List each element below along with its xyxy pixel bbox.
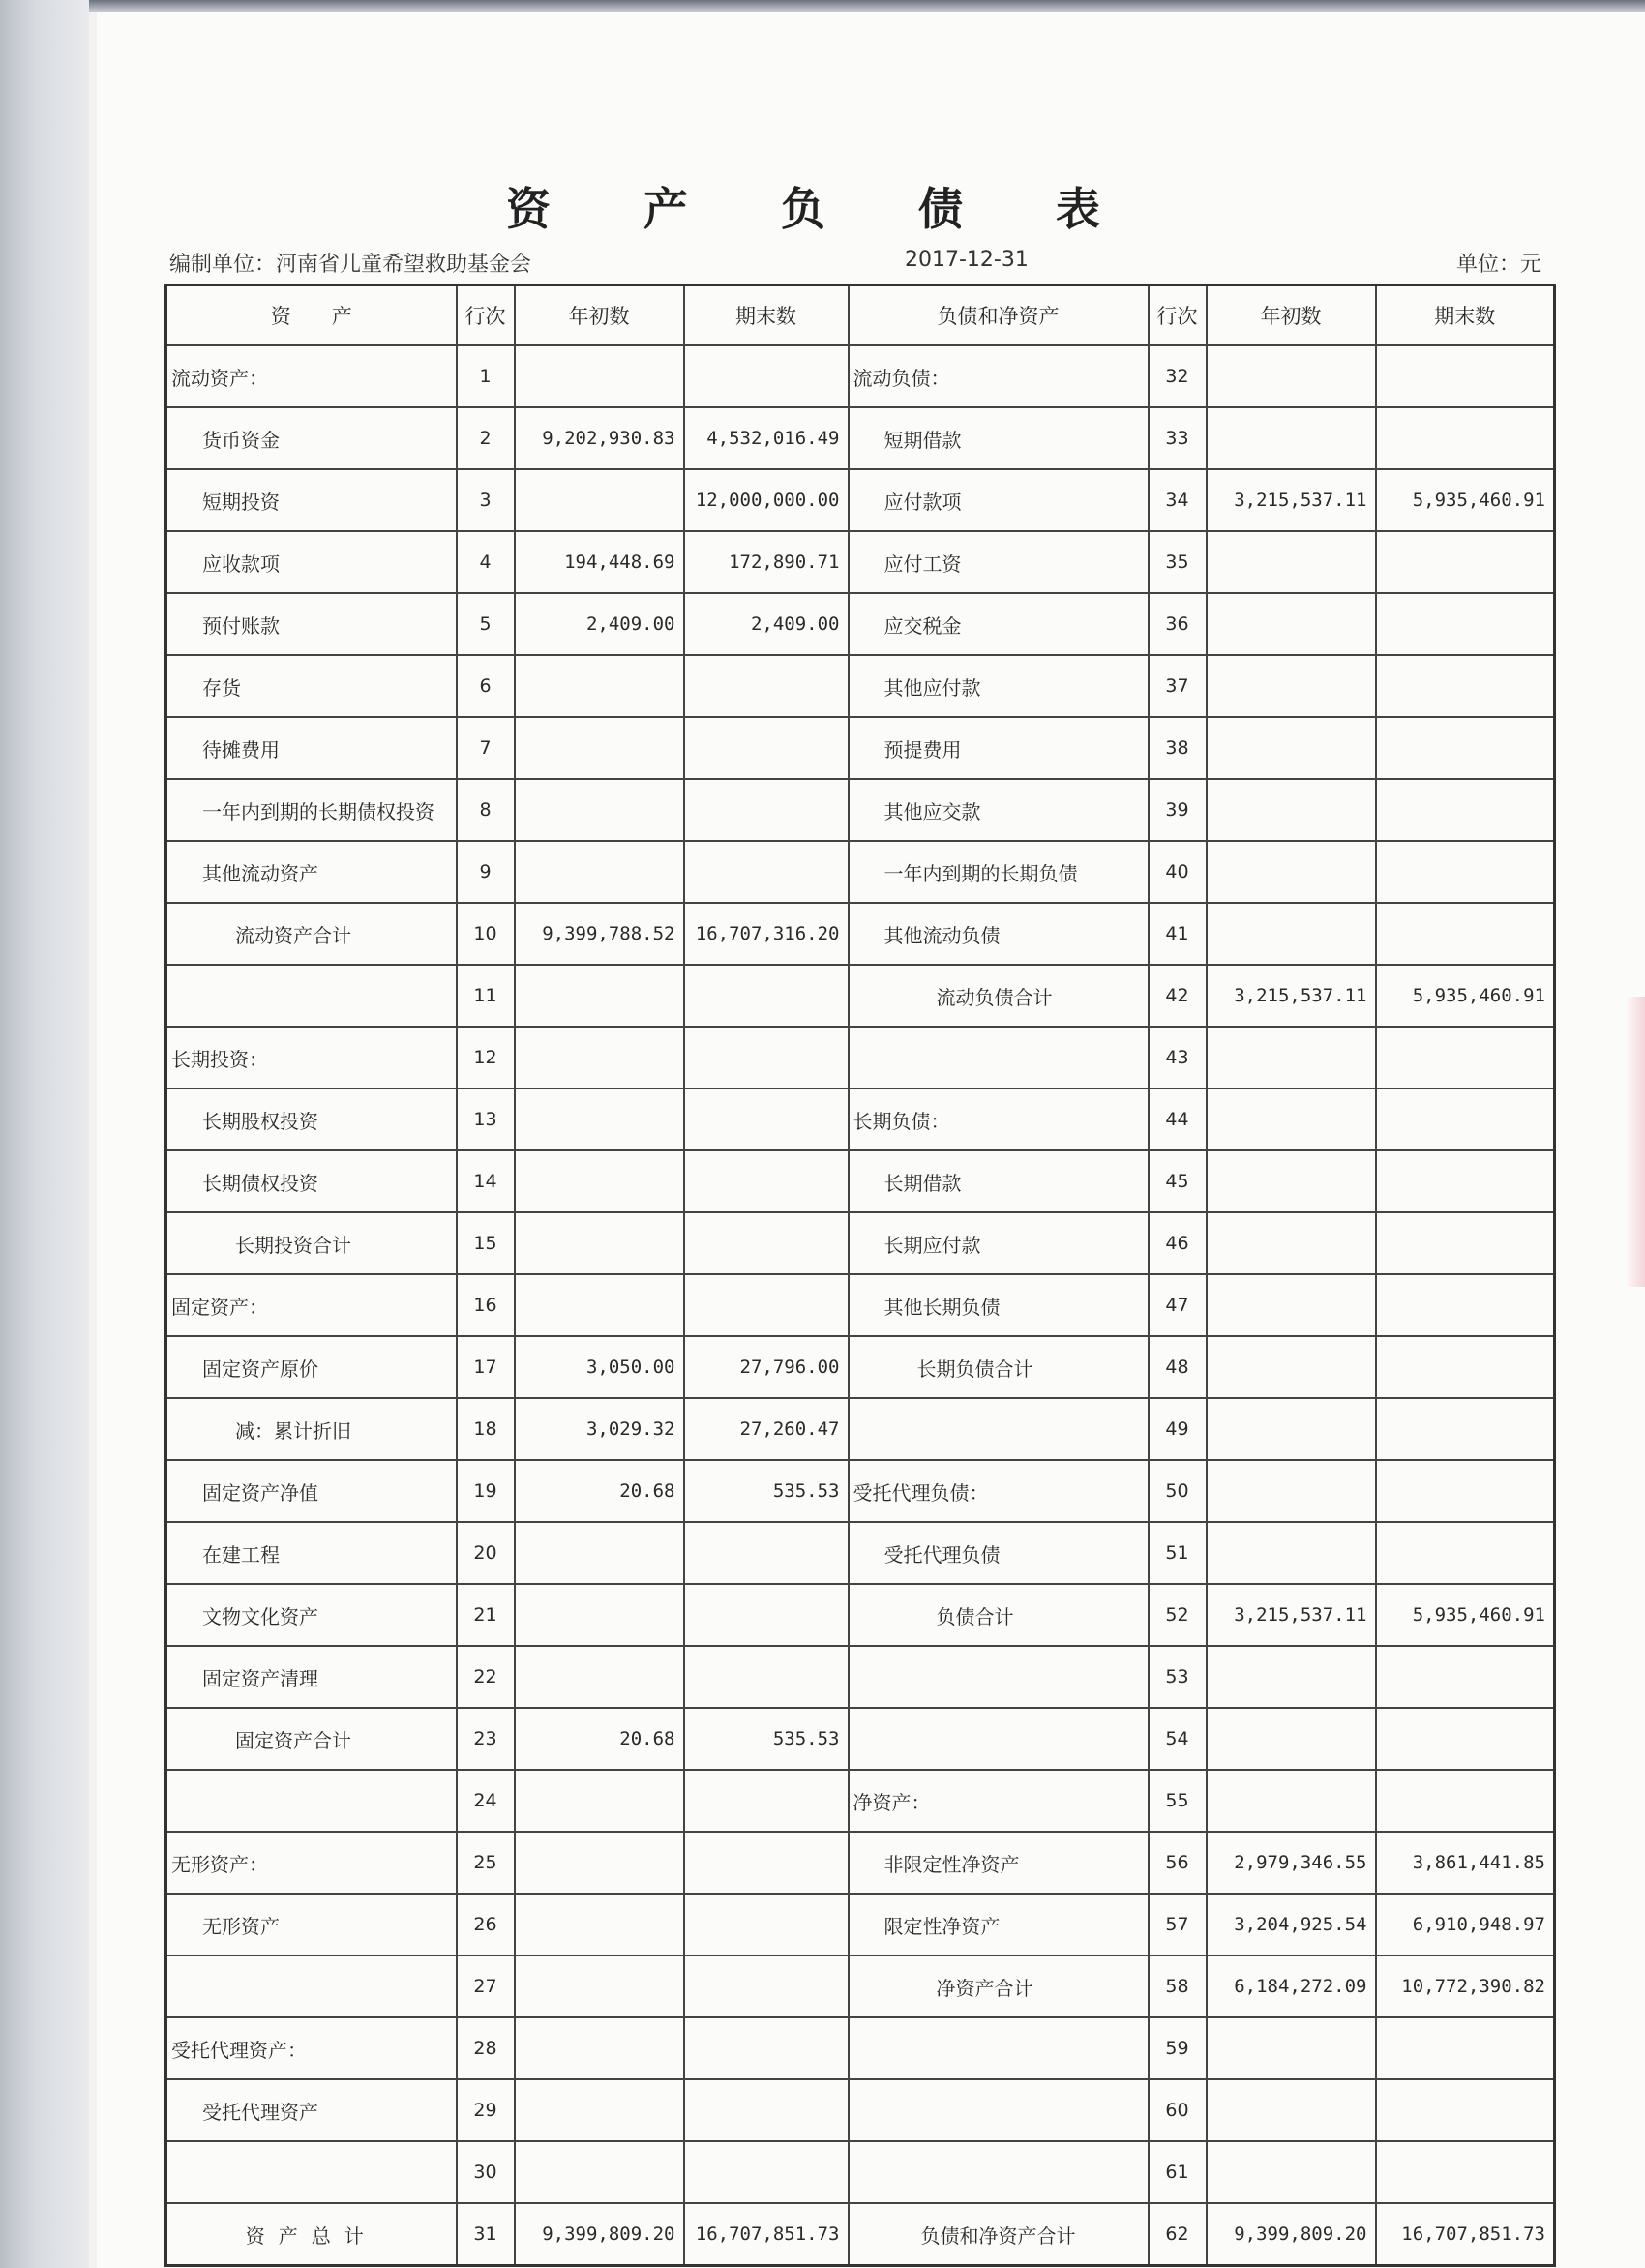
table-row <box>166 531 1555 593</box>
asset-end-cell: 535.53 <box>684 1460 849 1522</box>
liability-name-cell: 应交税金 <box>849 593 1149 655</box>
asset-row-no-cell: 25 <box>457 1832 515 1894</box>
liability-row-no-cell: 51 <box>1149 1522 1207 1584</box>
asset-name-cell: 应收款项 <box>166 531 457 593</box>
asset-begin-cell <box>515 2079 684 2141</box>
liability-name-cell: 非限定性净资产 <box>849 1832 1149 1894</box>
liability-end-cell <box>1376 1212 1555 1274</box>
asset-begin-cell: 2,409.00 <box>515 593 684 655</box>
asset-end-cell <box>684 1212 849 1274</box>
asset-row-no-cell: 8 <box>457 779 515 841</box>
asset-begin-cell <box>515 345 684 407</box>
liability-end-cell: 16,707,851.73 <box>1376 2203 1555 2266</box>
scan-edge <box>89 0 1645 12</box>
asset-row-no-cell: 9 <box>457 841 515 903</box>
liability-end-cell <box>1376 2017 1555 2079</box>
asset-begin-cell <box>515 2141 684 2203</box>
asset-begin-cell <box>515 469 684 531</box>
liability-name-cell: 短期借款 <box>849 407 1149 469</box>
asset-end-cell <box>684 1894 849 1955</box>
liability-begin-cell <box>1207 1708 1376 1770</box>
asset-row-no-cell: 13 <box>457 1089 515 1150</box>
binding-gutter <box>0 0 89 2268</box>
liability-begin-cell: 3,215,537.11 <box>1207 469 1376 531</box>
liability-begin-cell <box>1207 531 1376 593</box>
liability-row-no-cell: 32 <box>1149 345 1207 407</box>
table-row <box>166 2141 1555 2203</box>
liability-end-cell <box>1376 1460 1555 1522</box>
asset-name-cell: 流动资产合计 <box>166 903 457 965</box>
liability-row-no-cell: 37 <box>1149 655 1207 717</box>
asset-begin-cell: 9,399,809.20 <box>515 2203 684 2266</box>
liability-name-cell <box>849 1027 1149 1089</box>
asset-name-cell: 减：累计折旧 <box>166 1398 457 1460</box>
asset-end-cell: 16,707,316.20 <box>684 903 849 965</box>
liability-row-no-cell: 62 <box>1149 2203 1207 2266</box>
liability-end-cell <box>1376 1646 1555 1708</box>
asset-row-no-cell: 18 <box>457 1398 515 1460</box>
asset-end-cell <box>684 2079 849 2141</box>
asset-end-cell <box>684 841 849 903</box>
liability-name-cell: 净资产合计 <box>849 1955 1149 2017</box>
asset-row-no-cell: 1 <box>457 345 515 407</box>
header-row-no: 行次 <box>457 285 515 346</box>
liability-row-no-cell: 54 <box>1149 1708 1207 1770</box>
liability-begin-cell <box>1207 1646 1376 1708</box>
asset-row-no-cell: 7 <box>457 717 515 779</box>
asset-end-cell <box>684 1584 849 1646</box>
liability-begin-cell <box>1207 2079 1376 2141</box>
liability-end-cell <box>1376 2079 1555 2141</box>
liability-row-no-cell: 60 <box>1149 2079 1207 2141</box>
organization-label: 编制单位：河南省儿童希望救助基金会 <box>169 253 532 277</box>
liability-row-no-cell: 40 <box>1149 841 1207 903</box>
liability-begin-cell <box>1207 1770 1376 1832</box>
asset-end-cell <box>684 1646 849 1708</box>
table-row <box>166 407 1555 469</box>
liability-begin-cell: 2,979,346.55 <box>1207 1832 1376 1894</box>
liability-begin-cell <box>1207 717 1376 779</box>
liability-end-cell <box>1376 345 1555 407</box>
liability-name-cell: 限定性净资产 <box>849 1894 1149 1955</box>
asset-row-no-cell: 16 <box>457 1274 515 1336</box>
liability-row-no-cell: 47 <box>1149 1274 1207 1336</box>
liability-name-cell: 长期负债： <box>849 1089 1149 1150</box>
asset-row-no-cell: 21 <box>457 1584 515 1646</box>
liability-row-no-cell: 48 <box>1149 1336 1207 1398</box>
liability-row-no-cell: 46 <box>1149 1212 1207 1274</box>
header-row <box>166 285 1555 346</box>
liability-begin-cell: 6,184,272.09 <box>1207 1955 1376 2017</box>
asset-end-cell <box>684 2017 849 2079</box>
balance-sheet-table <box>164 284 1556 2267</box>
asset-end-cell <box>684 1027 849 1089</box>
liability-name-cell: 一年内到期的长期负债 <box>849 841 1149 903</box>
liability-begin-cell <box>1207 1274 1376 1336</box>
liability-end-cell <box>1376 1089 1555 1150</box>
liability-name-cell: 其他应付款 <box>849 655 1149 717</box>
asset-begin-cell <box>515 1522 684 1584</box>
asset-name-cell: 固定资产清理 <box>166 1646 457 1708</box>
asset-row-no-cell: 14 <box>457 1150 515 1212</box>
asset-name-cell: 固定资产合计 <box>166 1708 457 1770</box>
asset-name-cell: 长期投资： <box>166 1027 457 1089</box>
asset-row-no-cell: 28 <box>457 2017 515 2079</box>
asset-begin-cell <box>515 1212 684 1274</box>
header-end: 期末数 <box>684 285 849 346</box>
table-row <box>166 1894 1555 1955</box>
table-row <box>166 2203 1555 2266</box>
liability-name-cell <box>849 2141 1149 2203</box>
table-row <box>166 779 1555 841</box>
asset-name-cell: 受托代理资产 <box>166 2079 457 2141</box>
asset-begin-cell: 20.68 <box>515 1708 684 1770</box>
asset-row-no-cell: 3 <box>457 469 515 531</box>
asset-row-no-cell: 23 <box>457 1708 515 1770</box>
asset-begin-cell: 3,050.00 <box>515 1336 684 1398</box>
asset-begin-cell <box>515 1646 684 1708</box>
liability-begin-cell <box>1207 1150 1376 1212</box>
liability-row-no-cell: 52 <box>1149 1584 1207 1646</box>
table-row <box>166 1522 1555 1584</box>
asset-name-cell: 长期投资合计 <box>166 1212 457 1274</box>
liability-end-cell <box>1376 779 1555 841</box>
asset-begin-cell <box>515 1770 684 1832</box>
table-row <box>166 903 1555 965</box>
asset-end-cell: 4,532,016.49 <box>684 407 849 469</box>
table-row <box>166 1955 1555 2017</box>
liability-row-no-cell: 59 <box>1149 2017 1207 2079</box>
liability-end-cell <box>1376 717 1555 779</box>
asset-begin-cell <box>515 1027 684 1089</box>
liability-begin-cell: 3,204,925.54 <box>1207 1894 1376 1955</box>
liability-begin-cell <box>1207 1089 1376 1150</box>
liability-name-cell: 其他长期负债 <box>849 1274 1149 1336</box>
asset-end-cell <box>684 1770 849 1832</box>
asset-row-no-cell: 10 <box>457 903 515 965</box>
header-end-2: 期末数 <box>1376 285 1555 346</box>
asset-begin-cell: 20.68 <box>515 1460 684 1522</box>
asset-begin-cell: 9,202,930.83 <box>515 407 684 469</box>
liability-row-no-cell: 49 <box>1149 1398 1207 1460</box>
liability-begin-cell <box>1207 407 1376 469</box>
asset-end-cell: 27,796.00 <box>684 1336 849 1398</box>
asset-row-no-cell: 30 <box>457 2141 515 2203</box>
liability-name-cell: 负债和净资产合计 <box>849 2203 1149 2266</box>
liability-end-cell <box>1376 841 1555 903</box>
asset-name-cell: 受托代理资产： <box>166 2017 457 2079</box>
liability-name-cell: 受托代理负债 <box>849 1522 1149 1584</box>
asset-row-no-cell: 11 <box>457 965 515 1027</box>
unit-label: 单位：元 <box>1456 253 1542 277</box>
asset-row-no-cell: 5 <box>457 593 515 655</box>
liability-end-cell <box>1376 1274 1555 1336</box>
liability-begin-cell <box>1207 1460 1376 1522</box>
asset-begin-cell <box>515 1955 684 2017</box>
asset-end-cell <box>684 1955 849 2017</box>
liability-name-cell <box>849 1398 1149 1460</box>
liability-begin-cell <box>1207 1027 1376 1089</box>
document-title: 资 产 负 债 表 <box>505 183 1140 235</box>
liability-begin-cell <box>1207 345 1376 407</box>
liability-name-cell: 净资产： <box>849 1770 1149 1832</box>
asset-end-cell: 172,890.71 <box>684 531 849 593</box>
liability-row-no-cell: 33 <box>1149 407 1207 469</box>
asset-end-cell <box>684 2141 849 2203</box>
liability-row-no-cell: 38 <box>1149 717 1207 779</box>
asset-end-cell <box>684 779 849 841</box>
table-row <box>166 593 1555 655</box>
liability-begin-cell: 3,215,537.11 <box>1207 965 1376 1027</box>
liability-row-no-cell: 44 <box>1149 1089 1207 1150</box>
table-row <box>166 1770 1555 1832</box>
asset-begin-cell: 9,399,788.52 <box>515 903 684 965</box>
liability-row-no-cell: 61 <box>1149 2141 1207 2203</box>
asset-begin-cell <box>515 1584 684 1646</box>
asset-name-cell: 资产总计 <box>166 2203 457 2266</box>
liability-name-cell: 流动负债合计 <box>849 965 1149 1027</box>
asset-row-no-cell: 31 <box>457 2203 515 2266</box>
liability-end-cell <box>1376 655 1555 717</box>
liability-begin-cell: 9,399,809.20 <box>1207 2203 1376 2266</box>
asset-name-cell: 无形资产 <box>166 1894 457 1955</box>
liability-row-no-cell: 43 <box>1149 1027 1207 1089</box>
asset-end-cell: 16,707,851.73 <box>684 2203 849 2266</box>
liability-name-cell <box>849 2017 1149 2079</box>
asset-begin-cell <box>515 1274 684 1336</box>
liability-end-cell <box>1376 531 1555 593</box>
liability-row-no-cell: 45 <box>1149 1150 1207 1212</box>
liability-begin-cell <box>1207 593 1376 655</box>
asset-end-cell: 12,000,000.00 <box>684 469 849 531</box>
asset-end-cell <box>684 717 849 779</box>
liability-begin-cell <box>1207 903 1376 965</box>
asset-end-cell <box>684 655 849 717</box>
asset-begin-cell: 3,029.32 <box>515 1398 684 1460</box>
asset-row-no-cell: 6 <box>457 655 515 717</box>
liability-end-cell: 10,772,390.82 <box>1376 1955 1555 2017</box>
table-row <box>166 1336 1555 1398</box>
table-row <box>166 1460 1555 1522</box>
table-row <box>166 1089 1555 1150</box>
asset-name-cell: 待摊费用 <box>166 717 457 779</box>
liability-end-cell: 5,935,460.91 <box>1376 1584 1555 1646</box>
asset-row-no-cell: 22 <box>457 1646 515 1708</box>
asset-row-no-cell: 19 <box>457 1460 515 1522</box>
liability-begin-cell <box>1207 2017 1376 2079</box>
liability-name-cell: 受托代理负债： <box>849 1460 1149 1522</box>
liability-row-no-cell: 39 <box>1149 779 1207 841</box>
liability-begin-cell <box>1207 1212 1376 1274</box>
report-date: 2017-12-31 <box>905 248 1029 272</box>
liability-name-cell: 流动负债： <box>849 345 1149 407</box>
liability-end-cell <box>1376 903 1555 965</box>
table-row <box>166 345 1555 407</box>
asset-name-cell: 其他流动资产 <box>166 841 457 903</box>
header-begin: 年初数 <box>515 285 684 346</box>
asset-row-no-cell: 29 <box>457 2079 515 2141</box>
header-row-no-2: 行次 <box>1149 285 1207 346</box>
asset-name-cell: 长期股权投资 <box>166 1089 457 1150</box>
table-row <box>166 717 1555 779</box>
liability-name-cell: 其他应交款 <box>849 779 1149 841</box>
asset-end-cell <box>684 1089 849 1150</box>
asset-end-cell <box>684 345 849 407</box>
liability-begin-cell <box>1207 779 1376 841</box>
liability-name-cell: 负债合计 <box>849 1584 1149 1646</box>
liability-end-cell <box>1376 1027 1555 1089</box>
asset-row-no-cell: 20 <box>457 1522 515 1584</box>
liability-name-cell: 长期借款 <box>849 1150 1149 1212</box>
header-liabilities: 负债和净资产 <box>849 285 1149 346</box>
asset-row-no-cell: 24 <box>457 1770 515 1832</box>
liability-name-cell <box>849 1708 1149 1770</box>
liability-end-cell <box>1376 593 1555 655</box>
liability-row-no-cell: 58 <box>1149 1955 1207 2017</box>
liability-row-no-cell: 55 <box>1149 1770 1207 1832</box>
table-row <box>166 1584 1555 1646</box>
liability-end-cell: 3,861,441.85 <box>1376 1832 1555 1894</box>
table-row <box>166 1398 1555 1460</box>
liability-row-no-cell: 50 <box>1149 1460 1207 1522</box>
table-row <box>166 1027 1555 1089</box>
asset-name-cell: 一年内到期的长期债权投资 <box>166 779 457 841</box>
asset-end-cell <box>684 1274 849 1336</box>
liability-row-no-cell: 42 <box>1149 965 1207 1027</box>
table-row <box>166 1708 1555 1770</box>
liability-begin-cell <box>1207 1522 1376 1584</box>
liability-name-cell: 长期负债合计 <box>849 1336 1149 1398</box>
liability-row-no-cell: 57 <box>1149 1894 1207 1955</box>
asset-begin-cell <box>515 965 684 1027</box>
asset-name-cell: 流动资产： <box>166 345 457 407</box>
asset-begin-cell <box>515 717 684 779</box>
asset-row-no-cell: 26 <box>457 1894 515 1955</box>
asset-end-cell: 27,260.47 <box>684 1398 849 1460</box>
liability-name-cell <box>849 2079 1149 2141</box>
asset-begin-cell <box>515 1089 684 1150</box>
asset-name-cell: 长期债权投资 <box>166 1150 457 1212</box>
asset-begin-cell <box>515 841 684 903</box>
liability-begin-cell: 3,215,537.11 <box>1207 1584 1376 1646</box>
liability-begin-cell <box>1207 2141 1376 2203</box>
asset-begin-cell <box>515 779 684 841</box>
liability-row-no-cell: 56 <box>1149 1832 1207 1894</box>
asset-begin-cell <box>515 1832 684 1894</box>
asset-end-cell <box>684 1150 849 1212</box>
asset-begin-cell <box>515 655 684 717</box>
asset-begin-cell <box>515 2017 684 2079</box>
asset-end-cell <box>684 1522 849 1584</box>
asset-name-cell: 存货 <box>166 655 457 717</box>
liability-end-cell <box>1376 1150 1555 1212</box>
liability-end-cell <box>1376 1770 1555 1832</box>
asset-name-cell: 固定资产原价 <box>166 1336 457 1398</box>
asset-name-cell: 在建工程 <box>166 1522 457 1584</box>
liability-name-cell: 预提费用 <box>849 717 1149 779</box>
liability-name-cell <box>849 1646 1149 1708</box>
asset-name-cell: 固定资产净值 <box>166 1460 457 1522</box>
liability-end-cell <box>1376 407 1555 469</box>
liability-begin-cell <box>1207 841 1376 903</box>
table-row <box>166 469 1555 531</box>
asset-row-no-cell: 15 <box>457 1212 515 1274</box>
table-row <box>166 655 1555 717</box>
asset-row-no-cell: 2 <box>457 407 515 469</box>
asset-end-cell <box>684 965 849 1027</box>
asset-name-cell: 无形资产： <box>166 1832 457 1894</box>
liability-begin-cell <box>1207 1336 1376 1398</box>
asset-end-cell: 2,409.00 <box>684 593 849 655</box>
table-row <box>166 1150 1555 1212</box>
asset-name-cell <box>166 965 457 1027</box>
liability-name-cell: 长期应付款 <box>849 1212 1149 1274</box>
liability-row-no-cell: 34 <box>1149 469 1207 531</box>
asset-end-cell: 535.53 <box>684 1708 849 1770</box>
liability-row-no-cell: 41 <box>1149 903 1207 965</box>
asset-name-cell: 货币资金 <box>166 407 457 469</box>
header-begin-2: 年初数 <box>1207 285 1376 346</box>
asset-name-cell <box>166 1770 457 1832</box>
table-row <box>166 1646 1555 1708</box>
liability-row-no-cell: 36 <box>1149 593 1207 655</box>
liability-end-cell <box>1376 1336 1555 1398</box>
table-row <box>166 1832 1555 1894</box>
table-row <box>166 2079 1555 2141</box>
asset-row-no-cell: 17 <box>457 1336 515 1398</box>
liability-begin-cell <box>1207 655 1376 717</box>
liability-row-no-cell: 53 <box>1149 1646 1207 1708</box>
asset-begin-cell: 194,448.69 <box>515 531 684 593</box>
header-assets: 资 产 <box>166 285 457 346</box>
table-row <box>166 965 1555 1027</box>
liability-end-cell <box>1376 1398 1555 1460</box>
liability-end-cell: 6,910,948.97 <box>1376 1894 1555 1955</box>
liability-end-cell <box>1376 1522 1555 1584</box>
liability-end-cell: 5,935,460.91 <box>1376 965 1555 1027</box>
liability-name-cell: 应付工资 <box>849 531 1149 593</box>
asset-name-cell <box>166 1955 457 2017</box>
table-row <box>166 2017 1555 2079</box>
asset-begin-cell <box>515 1150 684 1212</box>
asset-name-cell <box>166 2141 457 2203</box>
liability-end-cell: 5,935,460.91 <box>1376 469 1555 531</box>
liability-name-cell: 其他流动负债 <box>849 903 1149 965</box>
liability-end-cell <box>1376 1708 1555 1770</box>
asset-begin-cell <box>515 1894 684 1955</box>
liability-begin-cell <box>1207 1398 1376 1460</box>
liability-row-no-cell: 35 <box>1149 531 1207 593</box>
table-row <box>166 1274 1555 1336</box>
table-row <box>166 1212 1555 1274</box>
asset-name-cell: 固定资产： <box>166 1274 457 1336</box>
asset-name-cell: 短期投资 <box>166 469 457 531</box>
asset-end-cell <box>684 1832 849 1894</box>
liability-end-cell <box>1376 2141 1555 2203</box>
asset-row-no-cell: 12 <box>457 1027 515 1089</box>
table-row <box>166 841 1555 903</box>
asset-name-cell: 预付账款 <box>166 593 457 655</box>
asset-row-no-cell: 4 <box>457 531 515 593</box>
seal-mark <box>1626 997 1645 1287</box>
asset-row-no-cell: 27 <box>457 1955 515 2017</box>
asset-name-cell: 文物文化资产 <box>166 1584 457 1646</box>
liability-name-cell: 应付款项 <box>849 469 1149 531</box>
